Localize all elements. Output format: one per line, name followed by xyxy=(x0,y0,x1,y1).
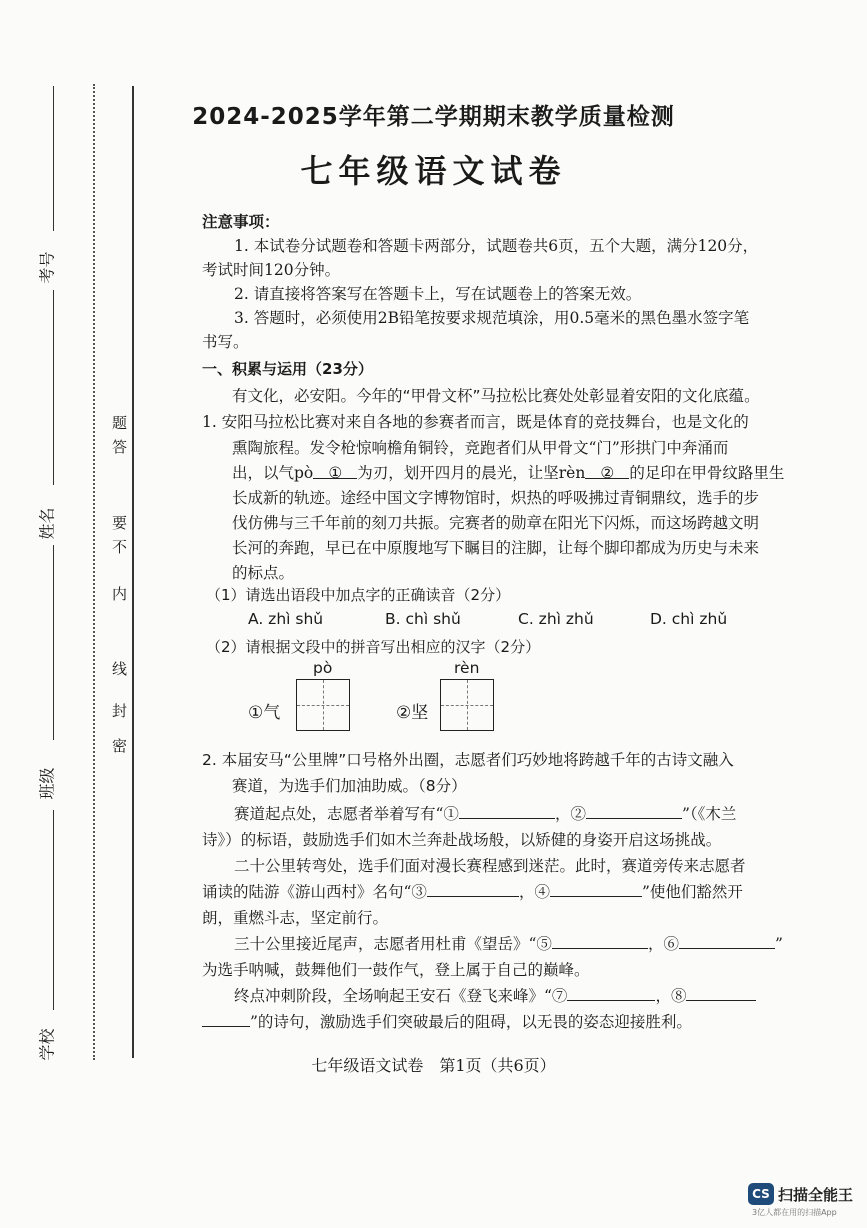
seal-char: 要 xyxy=(112,514,128,532)
binding-dotted-line xyxy=(93,84,95,1060)
box2-label: ②坚 xyxy=(396,703,429,723)
q2-blank-6 xyxy=(679,934,775,949)
name-label: 姓名 xyxy=(37,507,57,540)
page-footer: 七年级语文试卷 第1页（共6页） xyxy=(311,1056,556,1075)
q2-blank-7 xyxy=(567,986,655,1001)
exam-no-line-lower xyxy=(53,290,54,350)
notice-line: 1. 本试卷分试题卷和答题卡两部分，试题卷共6页，五个大题，满分120分， xyxy=(234,237,759,255)
class-label: 班级 xyxy=(37,767,57,800)
scanner-tagline: 3亿人都在用的扫描App xyxy=(752,1208,837,1217)
q2-blank-4 xyxy=(550,882,642,897)
q1-line: 的标点。 xyxy=(232,564,295,582)
q1-option-c: C. zhì zhǔ xyxy=(518,610,594,628)
seal-char: 密 xyxy=(112,737,128,755)
scanner-name: 扫描全能王 xyxy=(778,1186,854,1204)
paper-title: 七年级语文试卷 xyxy=(300,152,567,190)
q2-line: 诗》）的标语，鼓励选手们如木兰奔赴战场般，以矫健的身姿开启这场挑战。 xyxy=(202,831,722,849)
section-heading: 一、积累与运用（23分） xyxy=(202,360,373,378)
q1-line: 伐仿佛与三千年前的刻刀共振。完赛者的勋章在阳光下闪烁，而这场跨越文明 xyxy=(232,514,760,532)
q1-line: 长成新的轨迹。途经中国文字博物馆时，炽热的呼吸拂过青铜鼎纹，选手的步 xyxy=(232,489,760,507)
q1-sub1: （1）请选出语段中加点字的正确读音（2分） xyxy=(206,586,511,604)
q2-line: 朗，重燃斗志，坚定前行。 xyxy=(202,909,389,927)
school-label: 学校 xyxy=(37,1028,57,1061)
box1-pinyin: pò xyxy=(313,659,333,677)
section-intro: 有文化，必安阳。今年的“甲骨文杯”马拉松比赛处处彰显着安阳的文化底蕴。 xyxy=(232,387,760,405)
q1-text: 的足印在甲骨纹路里生 xyxy=(629,464,785,482)
notice-line: 考试时间120分钟。 xyxy=(202,261,341,279)
q2-blank-1 xyxy=(459,804,555,819)
q2-line: 二十公里转弯处，选手们面对漫长赛程感到迷茫。此时，赛道旁传来志愿者 xyxy=(234,857,746,875)
seal-char: 不 xyxy=(112,538,128,556)
name-line-lower xyxy=(53,545,54,740)
scanner-logo-icon: CS xyxy=(748,1183,774,1205)
binding-solid-line xyxy=(132,86,134,1058)
q2-blank-3 xyxy=(427,882,519,897)
seal-char: 内 xyxy=(112,585,128,603)
q1-text: 出，以气pò xyxy=(232,464,314,482)
q1-blank-1: ① xyxy=(313,464,357,479)
q1-line: 熏陶旅程。发令枪惊响檐角铜铃，竞跑者们从甲骨文“门”形拱门中奔涌而 xyxy=(232,439,729,457)
notice-line: 书写。 xyxy=(202,333,249,351)
q1-option-d: D. chì zhǔ xyxy=(650,610,728,628)
answer-grid-2[interactable] xyxy=(440,679,494,731)
q2-line-blanks: 诵读的陆游《游山西村》名句“③ ，④ ”使他们豁然开 xyxy=(202,883,743,901)
notice-line: 2. 请直接将答案写在答题卡上，写在试题卷上的答案无效。 xyxy=(234,285,642,303)
q1-blank-2: ② xyxy=(585,464,629,479)
exam-no-label: 考号 xyxy=(37,251,57,284)
q2-blank-5 xyxy=(552,934,648,949)
class-line-lower xyxy=(53,810,54,1010)
answer-grid-1[interactable] xyxy=(296,679,350,731)
exam-title: 2024-2025学年第二学期期末教学质量检测 xyxy=(192,104,675,130)
name-line xyxy=(53,350,54,485)
q2-line-blanks: 赛道起点处，志愿者举着写有“① ，② ”（《木兰 xyxy=(234,805,737,823)
q2-line: 2. 本届安马“公里牌”口号格外出圈，志愿者们巧妙地将跨越千年的古诗文融入 xyxy=(202,751,734,769)
q1-line: 1. 安阳马拉松比赛对来自各地的参赛者而言，既是体育的竞技舞台，也是文化的 xyxy=(202,413,749,431)
q1-line: 长河的奔跑，早已在中原腹地写下瞩目的注脚，让每个脚印都成为历史与未来 xyxy=(232,539,760,557)
q1-sub2: （2）请根据文段中的拼音写出相应的汉字（2分） xyxy=(206,638,541,656)
q1-option-b: B. chì shǔ xyxy=(385,610,461,628)
scanner-watermark xyxy=(744,1180,859,1220)
notice-heading: 注意事项： xyxy=(202,212,280,231)
seal-char: 封 xyxy=(112,702,128,720)
box2-pinyin: rèn xyxy=(454,659,480,677)
seal-char: 答 xyxy=(112,438,128,456)
notice-line: 3. 答题时，必须使用2B铅笔按要求规范填涂，用0.5毫米的黑色墨水签字笔 xyxy=(234,309,750,327)
q2-line: 赛道，为选手们加油助威。（8分） xyxy=(232,777,467,795)
q2-line-blanks: 三十公里接近尾声，志愿者用杜甫《望岳》“⑤ ，⑥ ” xyxy=(234,935,783,953)
q1-option-a: A. zhì shǔ xyxy=(248,610,324,628)
seal-char: 线 xyxy=(112,660,128,678)
q2-line: 为选手呐喊，鼓舞他们一鼓作气，登上属于自己的巅峰。 xyxy=(202,961,590,979)
q2-blank-8-cont xyxy=(202,1012,250,1027)
seal-char: 题 xyxy=(112,414,128,432)
q1-line-blanks xyxy=(232,461,784,483)
q1-text: 为刃，划开四月的晨光，让坚rèn xyxy=(357,464,586,482)
q2-blank-2 xyxy=(586,804,682,819)
box1-label: ①气 xyxy=(248,703,281,723)
q2-blank-8 xyxy=(686,986,756,1001)
q2-line-blanks: ”的诗句，激励选手们突破最后的阻碍，以无畏的姿态迎接胜利。 xyxy=(202,1010,692,1032)
q2-line-blanks: 终点冲刺阶段，全场响起王安石《登飞来峰》“⑦ ，⑧ xyxy=(234,984,756,1006)
